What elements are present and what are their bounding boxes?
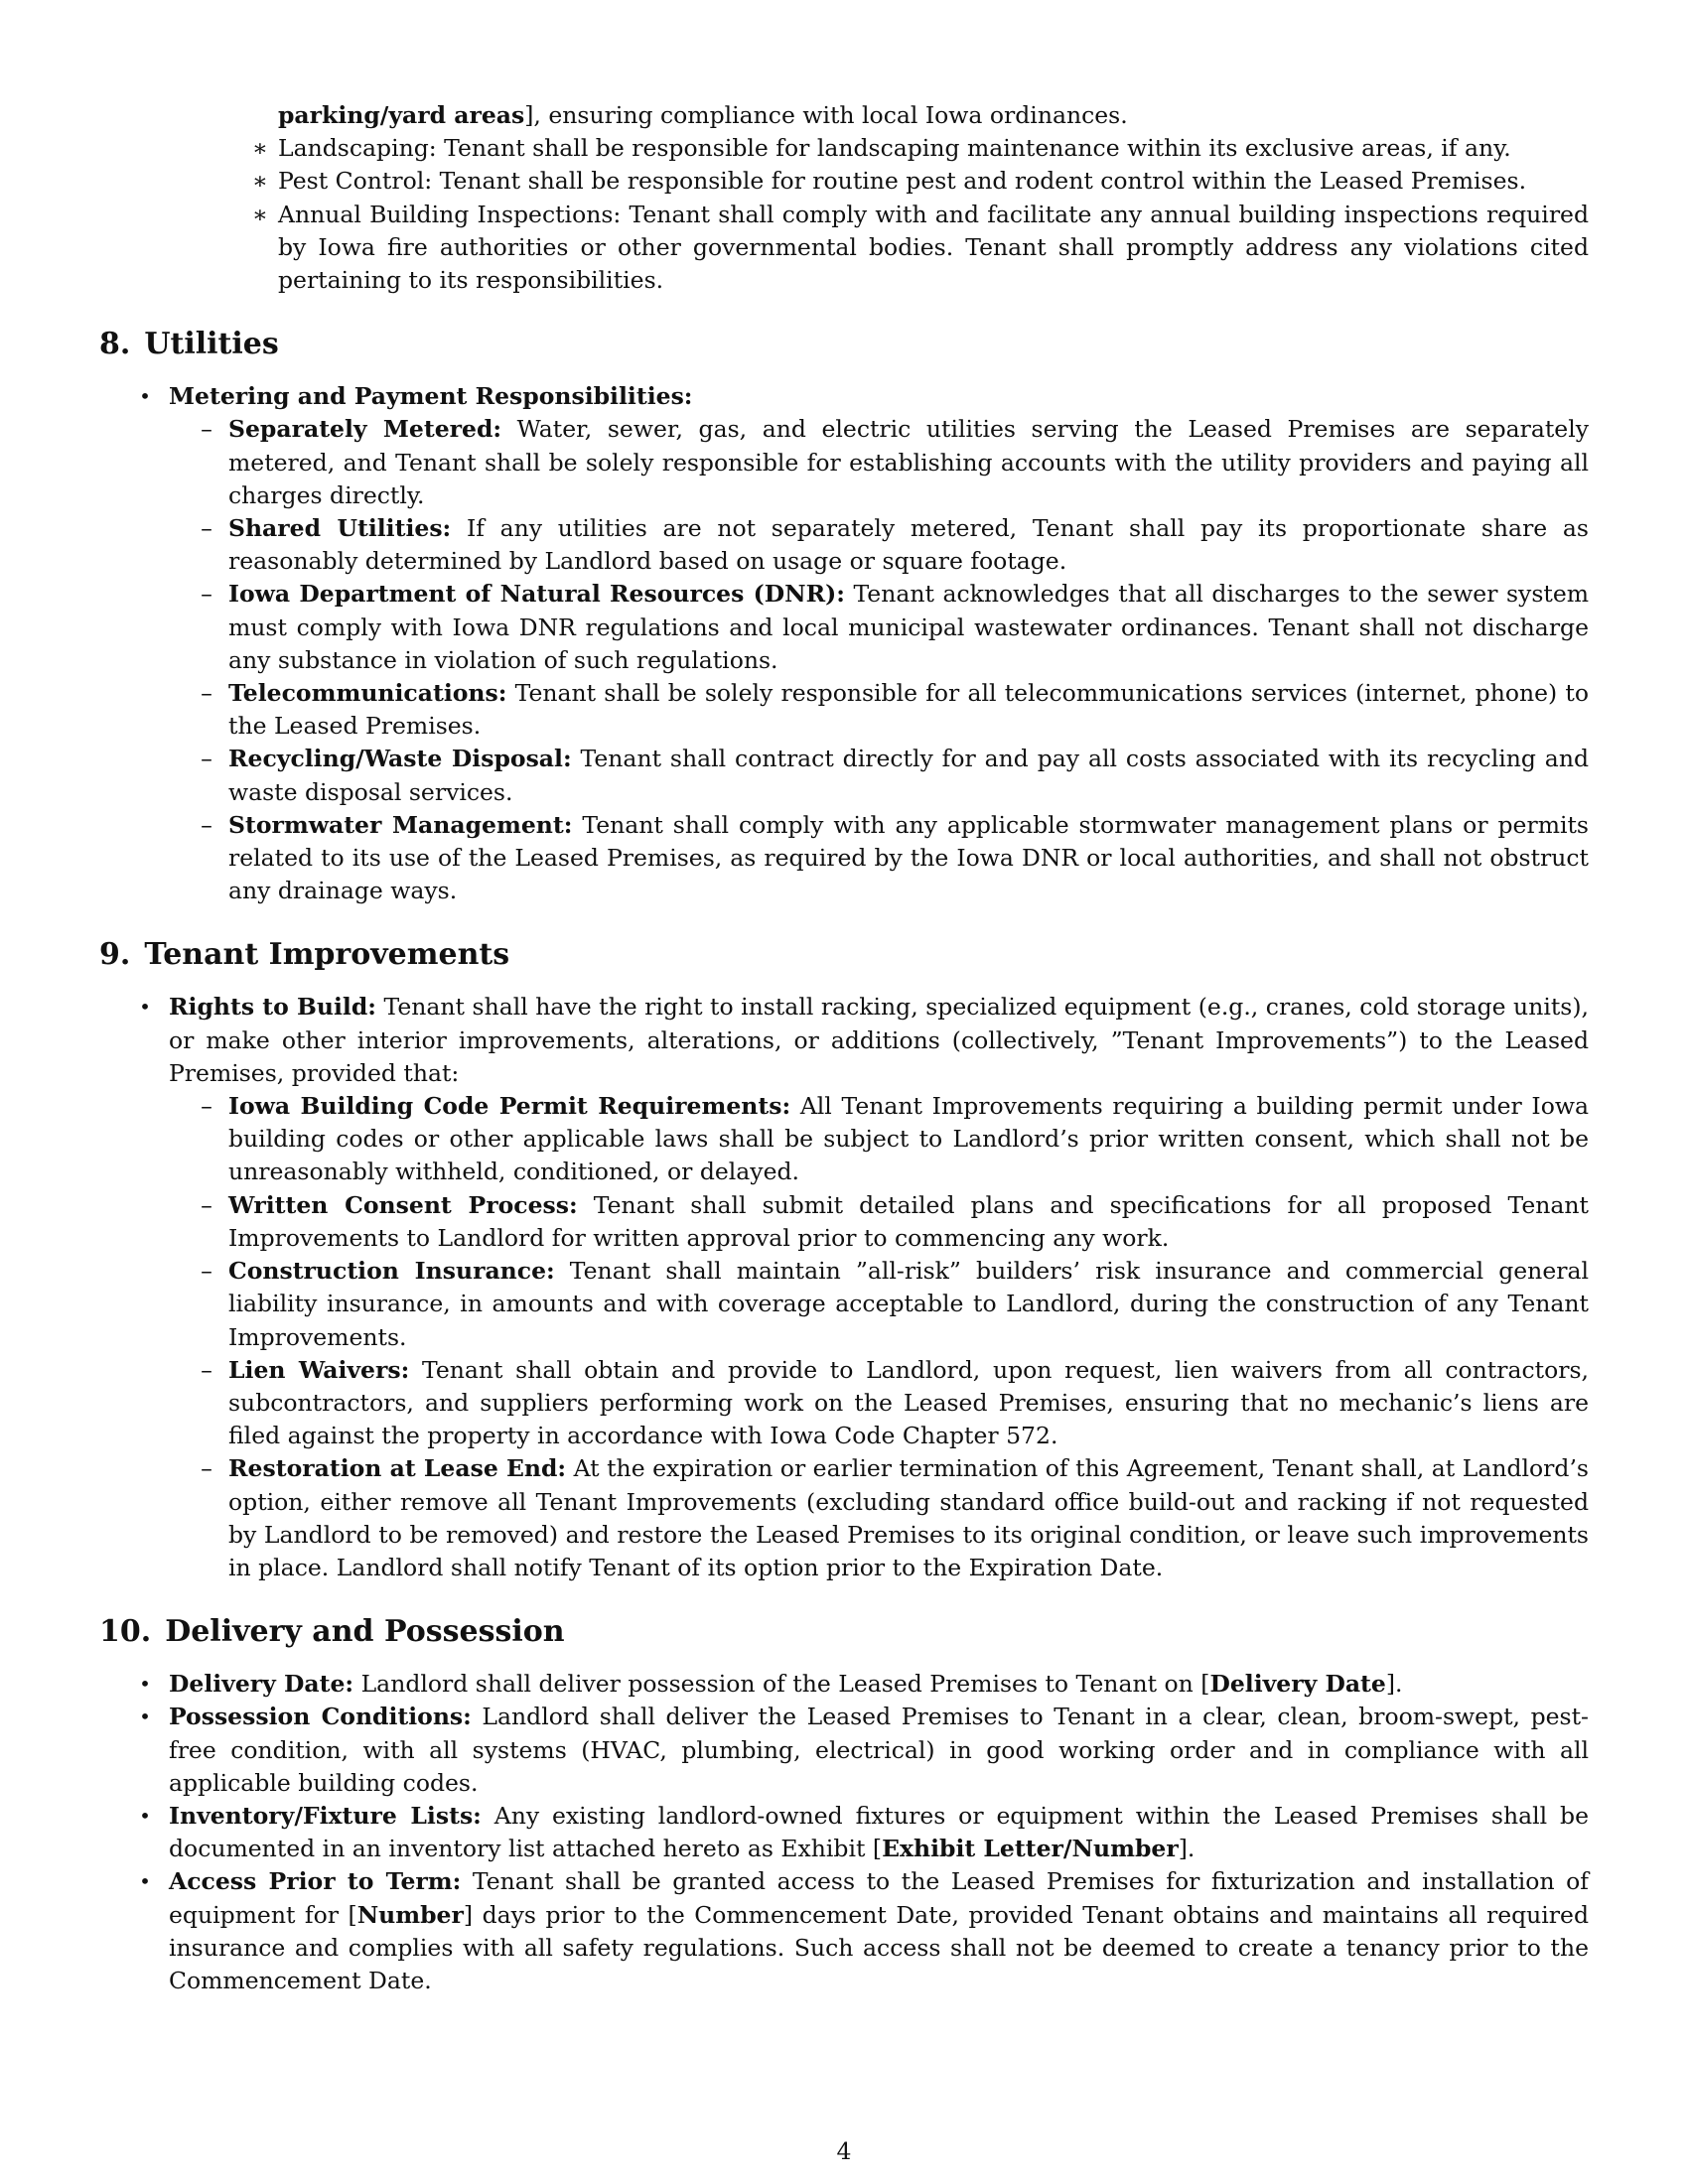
bold-term: Stormwater Management: [228, 810, 573, 839]
sub-item-text: Tenant acknowledges that all discharges to the sewer system must comply with Iowa DNR regulations and local municipal wastewater ordinances. Tenant shall not discharge any substance in violation of such regulations. [228, 580, 1590, 674]
bullet-icon: • [139, 995, 151, 1020]
sub-item-text: Tenant shall contract directly for and pay all costs associated with its recycling and waste disposal services. [228, 745, 1589, 806]
bold-term: Rights to Build: [169, 993, 376, 1022]
bullet-icon: • [139, 1803, 151, 1828]
sub-item-text: Tenant shall be solely responsible for all telecommunications services (internet, phone) to the Leased Premises. [228, 679, 1589, 741]
dash-bullet-icon: – [201, 1355, 212, 1384]
dash-bullet-icon: – [201, 1257, 212, 1286]
bullet-item-text: Tenant shall have the right to install racking, specialized equipment (e.g., cranes, cold storage units), or make other interior improvements, alterations, or additions (collectively, ”Tenant Improvements”) to the Leased Premises, provided that: [169, 993, 1589, 1087]
sub-item [99, 677, 1589, 743]
bullet-item-text: ]. [1385, 1670, 1403, 1699]
bold-term: Iowa Department of Natural Resources (DNR): [228, 580, 845, 609]
asterisk-bullet-icon: ∗ [252, 167, 268, 196]
bold-term: Lien Waivers: [228, 1355, 410, 1384]
list-item-text: Annual Building Inspections: Tenant shall comply with and facilitate any annual building inspections required by Iowa fire authorities or other governmental bodies. Tenant shall promptly address any violations cited pertaining to its responsibilities. [278, 200, 1589, 295]
list-item-text: Landscaping: Tenant shall be responsible for landscaping maintenance within its exclusive areas, if any. [278, 134, 1511, 163]
page-number: 4 [836, 2137, 852, 2165]
dash-bullet-icon: – [201, 514, 212, 543]
bullet-item-text: ] days prior to the Commencement Date, provided Tenant obtains and maintains all required insurance and complies with all safety regulations. Such access shall not be deemed to create a tenancy prior to the Commencement Date. [169, 1900, 1589, 1994]
sub-item [99, 1090, 1589, 1189]
bullet-icon: • [139, 1705, 151, 1729]
dash-bullet-icon: – [201, 679, 212, 708]
sub-item-text: Tenant shall obtain and provide to Landlord, upon request, lien waivers from all contractors, subcontractors, and suppliers performing work on the Leased Premises, ensuring that no mechanic’s liens are filed against the property in accordance with Iowa Code Chapter 572. [228, 1355, 1589, 1450]
section-heading-delivery-possession [99, 1612, 1589, 1652]
bullet-item-text: Landlord shall deliver the Leased Premises to Tenant in a clear, clean, broom-swept, pest-free condition, with all systems (HVAC, plumbing, electrical) in good working order and in compliance with all applicable building codes. [169, 1703, 1589, 1797]
section-number: 10. [99, 1614, 152, 1650]
bullet-item [99, 1865, 1589, 1997]
sub-item [99, 578, 1589, 677]
bold-term: parking/yard areas [278, 101, 525, 129]
placeholder-field: Delivery Date [1209, 1670, 1386, 1699]
bold-term: Separately Metered: [228, 415, 502, 444]
dash-bullet-icon: – [201, 745, 212, 773]
list-item [99, 165, 1589, 198]
bold-term: Construction Insurance: [228, 1257, 555, 1286]
bold-term: Possession Conditions: [169, 1703, 472, 1731]
section-heading-tenant-improvements [99, 935, 1589, 975]
sub-item-text: Water, sewer, gas, and electric utilities serving the Leased Premises are separately metered, and Tenant shall be solely responsible for establishing accounts with the utility providers and paying all charges directly. [228, 415, 1590, 509]
sub-item-text: If any utilities are not separately metered, Tenant shall pay its proportionate share as reasonably determined by Landlord based on usage or square footage. [228, 514, 1589, 576]
dash-bullet-icon: – [201, 1092, 212, 1121]
sub-item-text: All Tenant Improvements requiring a building permit under Iowa building codes or other applicable laws shall be subject to Landlord’s prior written consent, which shall not be unreasonably withheld, conditioned, or delayed. [228, 1092, 1589, 1186]
dash-bullet-icon: – [201, 1454, 212, 1483]
bold-term: Metering and Payment Responsibilities: [169, 382, 693, 411]
sub-item [99, 413, 1589, 512]
sub-item [99, 1255, 1589, 1354]
bullet-item-text: Landlord shall deliver possession of the Leased Premises to Tenant on [ [353, 1670, 1210, 1699]
bold-term: Telecommunications: [228, 679, 507, 708]
asterisk-bullet-icon: ∗ [252, 134, 268, 163]
bold-term: Iowa Building Code Permit Requirements: [228, 1092, 791, 1121]
bold-term: Restoration at Lease End: [228, 1454, 567, 1483]
placeholder-field: Number [356, 1900, 464, 1929]
section-heading-utilities [99, 325, 1589, 364]
page-content [99, 99, 1589, 1997]
dash-bullet-icon: – [201, 810, 212, 839]
sub-item [99, 743, 1589, 808]
bullet-item [99, 1668, 1589, 1701]
dash-bullet-icon: – [201, 415, 212, 444]
list-item [99, 199, 1589, 298]
continued-paragraph [99, 99, 1589, 132]
sub-item-text: Tenant shall submit detailed plans and specifications for all proposed Tenant Improvements to Landlord for written approval prior to commencing any work. [228, 1190, 1589, 1252]
bold-term: Delivery Date: [169, 1670, 354, 1699]
sub-item [99, 1189, 1589, 1255]
sub-item-text: At the expiration or earlier termination of this Agreement, Tenant shall, at Landlord’s option, either remove all Tenant Improvements (excluding standard office build-out and racking if not requested by Landlord to be removed) and restore the Leased Premises to its original condition, or leave such improvements in place. Landlord shall notify Tenant of its option prior to the Expiration Date. [228, 1454, 1589, 1581]
bold-term: Inventory/Fixture Lists: [169, 1801, 482, 1830]
section-title: Delivery and Possession [165, 1614, 565, 1650]
list-item [99, 132, 1589, 165]
paragraph-text: ], ensuring compliance with local Iowa ordinances. [524, 101, 1128, 129]
bullet-icon: • [139, 1672, 151, 1697]
bullet-item-text: Tenant shall be granted access to the Leased Premises for fixturization and installation of equipment for [ [169, 1867, 1589, 1929]
bullet-icon: • [139, 1869, 151, 1894]
sub-item-text: Tenant shall maintain ”all-risk” builders’ risk insurance and commercial general liability insurance, in amounts and with coverage acceptable to Landlord, during the construction of any Tenant Improvements. [228, 1257, 1589, 1351]
bold-term: Access Prior to Term: [169, 1867, 462, 1896]
section-number: 8. [99, 327, 131, 362]
dash-bullet-icon: – [201, 580, 212, 609]
asterisk-bullet-icon: ∗ [252, 200, 268, 228]
bullet-item [99, 380, 1589, 413]
dash-bullet-icon: – [201, 1190, 212, 1219]
bullet-icon: • [139, 384, 151, 409]
sub-item [99, 809, 1589, 908]
bold-term: Recycling/Waste Disposal: [228, 745, 572, 773]
section-title: Utilities [144, 327, 279, 362]
bullet-item [99, 991, 1589, 1090]
sub-item [99, 1354, 1589, 1453]
bold-term: Shared Utilities: [228, 514, 452, 543]
bullet-item-text: ]. [1178, 1835, 1196, 1863]
sub-item-text: Tenant shall comply with any applicable stormwater management plans or permits related to its use of the Leased Premises, as required by the Iowa DNR or local authorities, and shall not obstruct any drainage ways. [228, 810, 1589, 905]
sub-item [99, 512, 1589, 578]
sub-item [99, 1452, 1589, 1584]
section-number: 9. [99, 937, 131, 973]
placeholder-field: Exhibit Letter/Number [882, 1835, 1179, 1863]
bullet-item-text: Any existing landlord-owned fixtures or equipment within the Leased Premises shall be documented in an inventory list attached hereto as Exhibit [ [169, 1801, 1590, 1863]
bullet-item [99, 1800, 1589, 1865]
bold-term: Written Consent Process: [228, 1190, 578, 1219]
bullet-item [99, 1701, 1589, 1800]
list-item-text: Pest Control: Tenant shall be responsible for routine pest and rodent control within the Leased Premises. [278, 167, 1527, 196]
section-title: Tenant Improvements [144, 937, 510, 973]
